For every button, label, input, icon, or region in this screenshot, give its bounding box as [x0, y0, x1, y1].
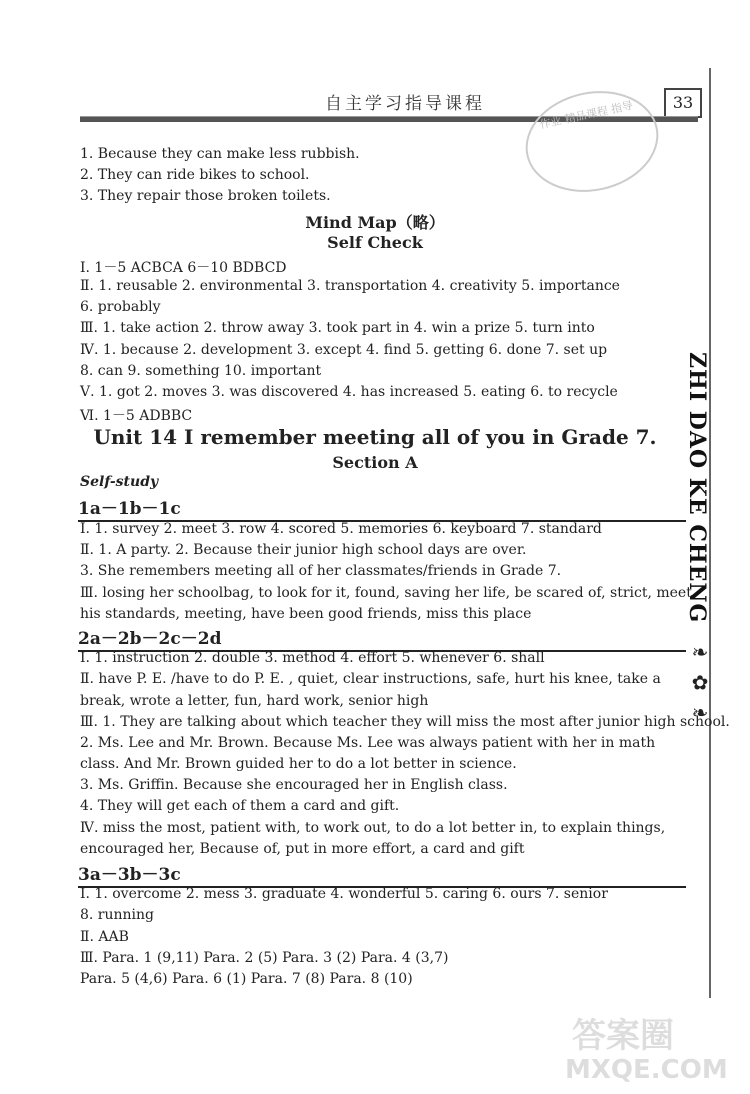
answer-line: Ⅱ. AAB: [80, 929, 129, 945]
page-number: 33: [664, 88, 702, 118]
header-title: 自主学习指导课程: [325, 94, 485, 114]
answer-line: 1. Because they can make less rubbish.: [80, 146, 360, 162]
answer-line: 2. Ms. Lee and Mr. Brown. Because Ms. Lee was always patient with her in math: [80, 735, 656, 751]
answer-line: Ⅲ. Para. 1 (9,11) Para. 2 (5) Para. 3 (2) Para. 4 (3,7): [80, 950, 449, 966]
stamp-text: 作业 精品课程 指导: [538, 98, 635, 132]
watermark-url: MXQE.COM: [565, 1055, 728, 1085]
answer-line: his standards, meeting, have been good friends, miss this place: [80, 606, 532, 622]
answer-line: 2. They can ride bikes to school.: [80, 167, 310, 183]
answer-line: 4. They will get each of them a card and gift.: [80, 798, 400, 814]
side-decoration: ❧ ✿ ❧: [688, 640, 712, 725]
answer-line: Ⅳ. miss the most, patient with, to work out, to do a lot better in, to explain things,: [80, 820, 666, 836]
answer-line: 8. running: [80, 907, 155, 923]
answer-line: 3. She remembers meeting all of her classmates/friends in Grade 7.: [80, 563, 562, 579]
sub-heading-1a: 1a－1b－1c: [78, 494, 686, 522]
self-study-label: Self-study: [80, 474, 159, 490]
answer-line: Ⅱ. 1. A party. 2. Because their junior high school days are over.: [80, 542, 527, 558]
self-check-line: 8. can 9. something 10. important: [80, 363, 322, 379]
answer-line: Ⅱ. have P. E. /have to do P. E. , quiet, clear instructions, safe, hurt his knee, take a: [80, 671, 661, 687]
self-check-line: 6. probably: [80, 299, 161, 315]
unit-title: Unit 14 I remember meeting all of you in Grade 7.: [93, 425, 657, 449]
answer-line: class. And Mr. Brown guided her to do a lot better in science.: [80, 756, 517, 772]
sub-heading-3a: 3a－3b－3c: [78, 860, 686, 888]
watermark-logo: 答案圈: [572, 1016, 674, 1056]
answer-line: 3. Ms. Griffin. Because she encouraged her in English class.: [80, 777, 508, 793]
section-title: Section A: [332, 453, 418, 472]
answer-line: Ⅰ. 1. survey 2. meet 3. row 4. scored 5. memories 6. keyboard 7. standard: [80, 521, 602, 537]
self-check-line: Ⅰ. 1－5 ACBCA 6－10 BDBCD: [80, 260, 287, 276]
self-check-line: Ⅴ. 1. got 2. moves 3. was discovered 4. has increased 5. eating 6. to recycle: [80, 384, 618, 400]
answer-line: Para. 5 (4,6) Para. 6 (1) Para. 7 (8) Para. 8 (10): [80, 971, 413, 987]
answer-line: break, wrote a letter, fun, hard work, senior high: [80, 693, 429, 709]
side-text: ZHI DAO KE CHENG: [684, 352, 710, 624]
self-check-line: Ⅱ. 1. reusable 2. environmental 3. transportation 4. creativity 5. importance: [80, 278, 620, 294]
answer-line: Ⅲ. 1. They are talking about which teacher they will miss the most after junior high school.: [80, 714, 730, 730]
self-check-line: Ⅳ. 1. because 2. development 3. except 4. find 5. getting 6. done 7. set up: [80, 342, 608, 358]
stamp-seal: [516, 79, 668, 204]
self-check-heading: Self Check: [327, 233, 423, 252]
answer-line: Ⅲ. losing her schoolbag, to look for it, found, saving her life, be scared of, strict, meet: [80, 585, 692, 601]
answer-line: Ⅰ. 1. overcome 2. mess 3. graduate 4. wonderful 5. caring 6. ours 7. senior: [80, 886, 608, 902]
answer-line: 3. They repair those broken toilets.: [80, 188, 331, 204]
answer-line: encouraged her, Because of, put in more effort, a card and gift: [80, 841, 525, 857]
self-check-line: Ⅵ. 1－5 ADBBC: [80, 408, 193, 424]
answer-line: Ⅰ. 1. instruction 2. double 3. method 4. effort 5. whenever 6. shall: [80, 650, 545, 666]
mind-map-heading: Mind Map（略）: [305, 213, 445, 232]
sub-heading-2a: 2a－2b－2c－2d: [78, 624, 686, 652]
self-check-line: Ⅲ. 1. take action 2. throw away 3. took part in 4. win a prize 5. turn into: [80, 320, 595, 336]
